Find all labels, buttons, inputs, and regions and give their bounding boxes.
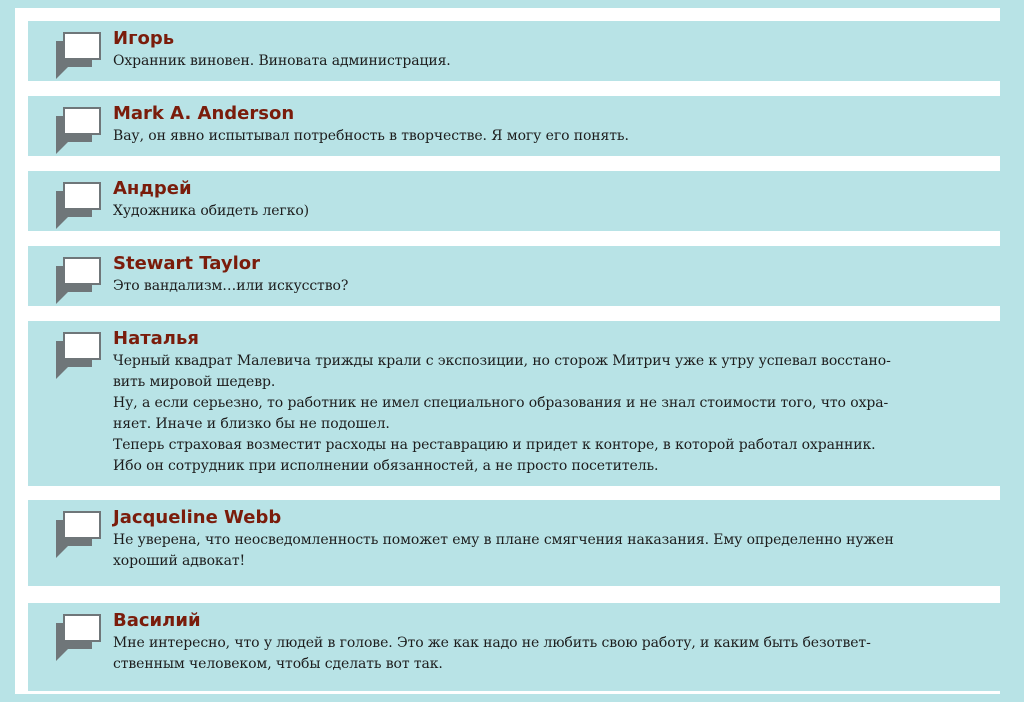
comment-text: Не уверена, что неосведомленность поможет ему в плане смягчения наказания. Ему определенно нужен хороший адвокат!: [113, 532, 894, 569]
comment-text: Мне интересно, что у людей в голове. Это же как надо не любить свою работу, и каким быть безответ- ственным человеком, чтобы сделать вот так.: [113, 635, 871, 672]
comment-item: [28, 96, 1001, 156]
speech-bubble-icon: [48, 179, 104, 229]
comment-author[interactable]: Stewart Taylor: [113, 253, 260, 274]
speech-bubble-icon: [48, 329, 104, 379]
comment-item: [28, 321, 1001, 486]
comment-text: Охранник виновен. Виновата администрация.: [113, 53, 451, 69]
comment-author[interactable]: Андрей: [113, 178, 192, 199]
comment-item: [28, 21, 1001, 81]
comment-item: [28, 603, 1001, 691]
comment-text: Вау, он явно испытывал потребность в творчестве. Я могу его понять.: [113, 128, 629, 144]
comment-text: Художника обидеть легко): [113, 203, 310, 219]
speech-bubble-icon: [48, 254, 104, 304]
comment-author[interactable]: Игорь: [113, 28, 175, 49]
comment-author[interactable]: Jacqueline Webb: [113, 507, 282, 528]
comment-item: [28, 500, 1001, 586]
speech-bubble-icon: [48, 508, 104, 558]
speech-bubble-icon: [48, 29, 104, 79]
speech-bubble-icon: [48, 611, 104, 661]
comment-author[interactable]: Mark A. Anderson: [113, 103, 295, 124]
comment-author[interactable]: Василий: [113, 610, 201, 631]
comment-item: [28, 246, 1001, 306]
comment-item: [28, 171, 1001, 231]
comment-text: Это вандализм…или искусство?: [113, 278, 349, 294]
comment-author[interactable]: Наталья: [113, 328, 199, 349]
comment-text: Черный квадрат Малевича трижды крали с экспозиции, но сторож Митрич уже к утру успевал восстано- вить мировой шедевр. Ну, а если серьезно, то работник не имел специального образования и не знал стоимости того, что охра- няет. Иначе и близко бы не подошел. Теперь страховая возместит расходы на реставрацию и придет к конторе, в которой работал охранник. Ибо он сотрудник при исполнении обязанностей, а не просто посетитель.: [113, 353, 891, 474]
speech-bubble-icon: [48, 104, 104, 154]
